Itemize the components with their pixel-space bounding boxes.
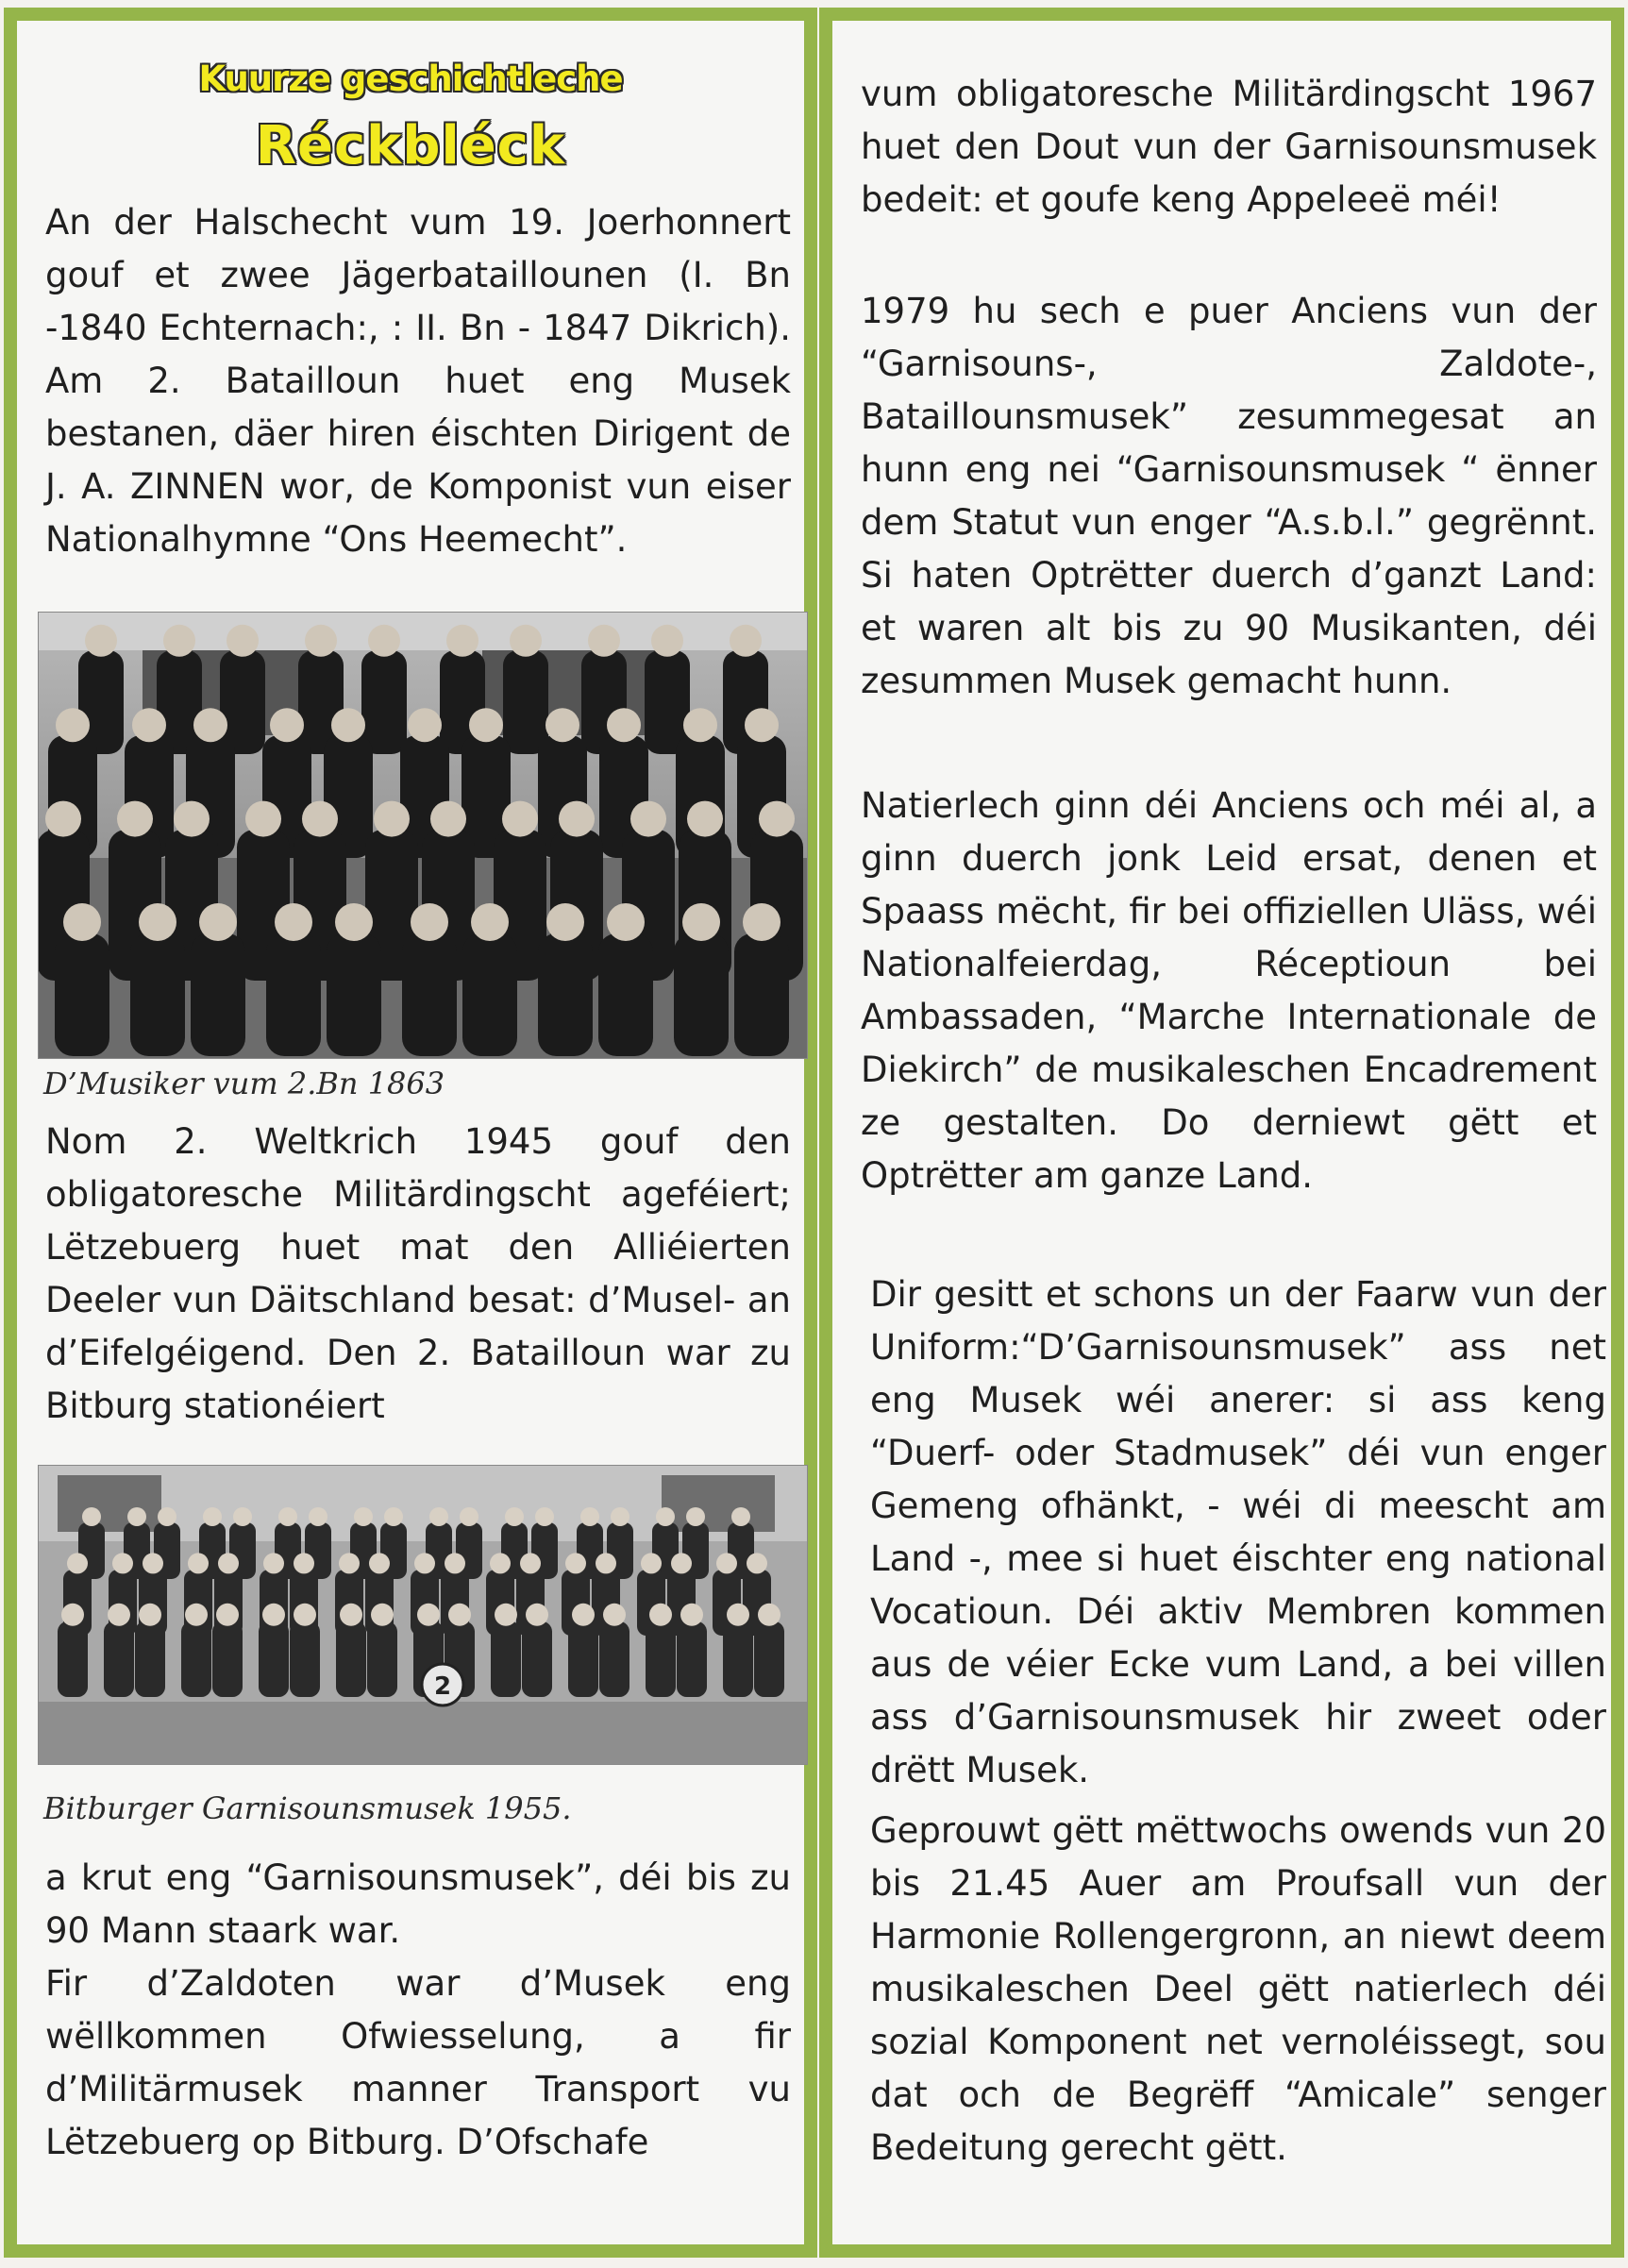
caption-photo-1955: Bitburger Garnisounsmusek 1955.: [43, 1790, 572, 1826]
left-column: [4, 8, 817, 2258]
right-paragraph-3: Natierlech ginn déi Anciens och méi al, a ginn duerch jonk Leid ersat, denen et Spaass mëcht, fir bei offiziellen Uläss, wéi Nationalfeierdag, Réceptioun bei Ambassaden, “Marche Internationale de Diekirch” de musikaleschen Encadrement ze gestalten. Do derniewt gëtt et Optrëtter am ganze Land.: [861, 785, 1597, 1196]
photo-garrison-band-1955: [38, 1465, 808, 1765]
svg-text:2: 2: [433, 1672, 452, 1701]
caption-photo-1863: D’Musiker vum 2.Bn 1863: [43, 1066, 445, 1101]
headline-title: Réckbléck: [255, 115, 566, 176]
headline-subtitle: Kuurze geschichtleche: [198, 59, 623, 99]
left-paragraph-1: An der Halschecht vum 19. Joerhonnert gouf et zwee Jägerbataillounen (I. Bn -1840 Echternach:, : II. Bn - 1847 Dikrich). Am 2. Batailloun huet eng Musek bestanen, däer hiren éischten Dirigent de J. A. ZINNEN wor, de Komponist vun eiser Nationalhymne “Ons Heemecht”.: [45, 202, 791, 560]
right-paragraph-2: 1979 hu sech e puer Anciens vun der “Garnisouns-, Zaldote-, Bataillounsmusek” zesummegesat an hunn eng nei “Garnisounsmusek “ ënner dem Statut vun enger “A.s.b.l.” gegrënnt. Si haten Optrëtter duerch d’ganzt Land: et waren alt bis zu 90 Musikanten, déi zesummen Musek gemacht hunn.: [861, 291, 1597, 701]
right-paragraph-5: Geprouwt gëtt mëttwochs owends vun 20 bis 21.45 Auer am Proufsall vun der Harmonie Rollengergronn, an niewt deem musikaleschen Deel gëtt natierlech déi sozial Komponent net vernoléissegt, sou dat och de Begrëff “Amicale” senger Bedeitung gerecht gëtt.: [870, 1810, 1606, 2168]
right-paragraph-4: Dir gesitt et schons un der Faarw vun der Uniform:“D’Garnisounsmusek” ass net eng Musek wéi anerer: si ass keng “Duerf- oder Stadmusek” déi vun enger Gemeng ofhänkt, - wéi di meescht am Land -, mee si huet éischter eng national Vocatioun. Déi aktiv Membren kommen aus de véier Ecke vum Land, a bei villen ass d’Garnisounsmusek hir zweet oder drëtt Musek.: [870, 1274, 1606, 1790]
right-column: [819, 8, 1624, 2258]
photo-musicians-1863: [38, 612, 808, 1059]
right-paragraph-1: vum obligatoresche Militärdingscht 1967 huet den Dout vun der Garnisounsmusek bedeit: et goufe keng Appeleeë méi!: [861, 74, 1597, 220]
left-paragraph-4: Fir d’Zaldoten war d’Musek eng wëllkommen Ofwiesselung, a fir d’Militärmusek manner Transport vu Lëtzebuerg op Bitburg. D’Ofschafe: [45, 1963, 791, 2162]
left-paragraph-2: Nom 2. Weltkrich 1945 gouf den obligatoresche Militärdingscht ageféiert; Lëtzebuerg huet mat den Alliéierten Deeler vun Däitschland besat: d’Musel- an d’Eifelgéigend. Den 2. Batailloun war zu Bitburg stationéiert: [45, 1121, 791, 1426]
left-paragraph-3: a krut eng “Garnisounsmusek”, déi bis zu 90 Mann staark war.: [45, 1857, 791, 1951]
